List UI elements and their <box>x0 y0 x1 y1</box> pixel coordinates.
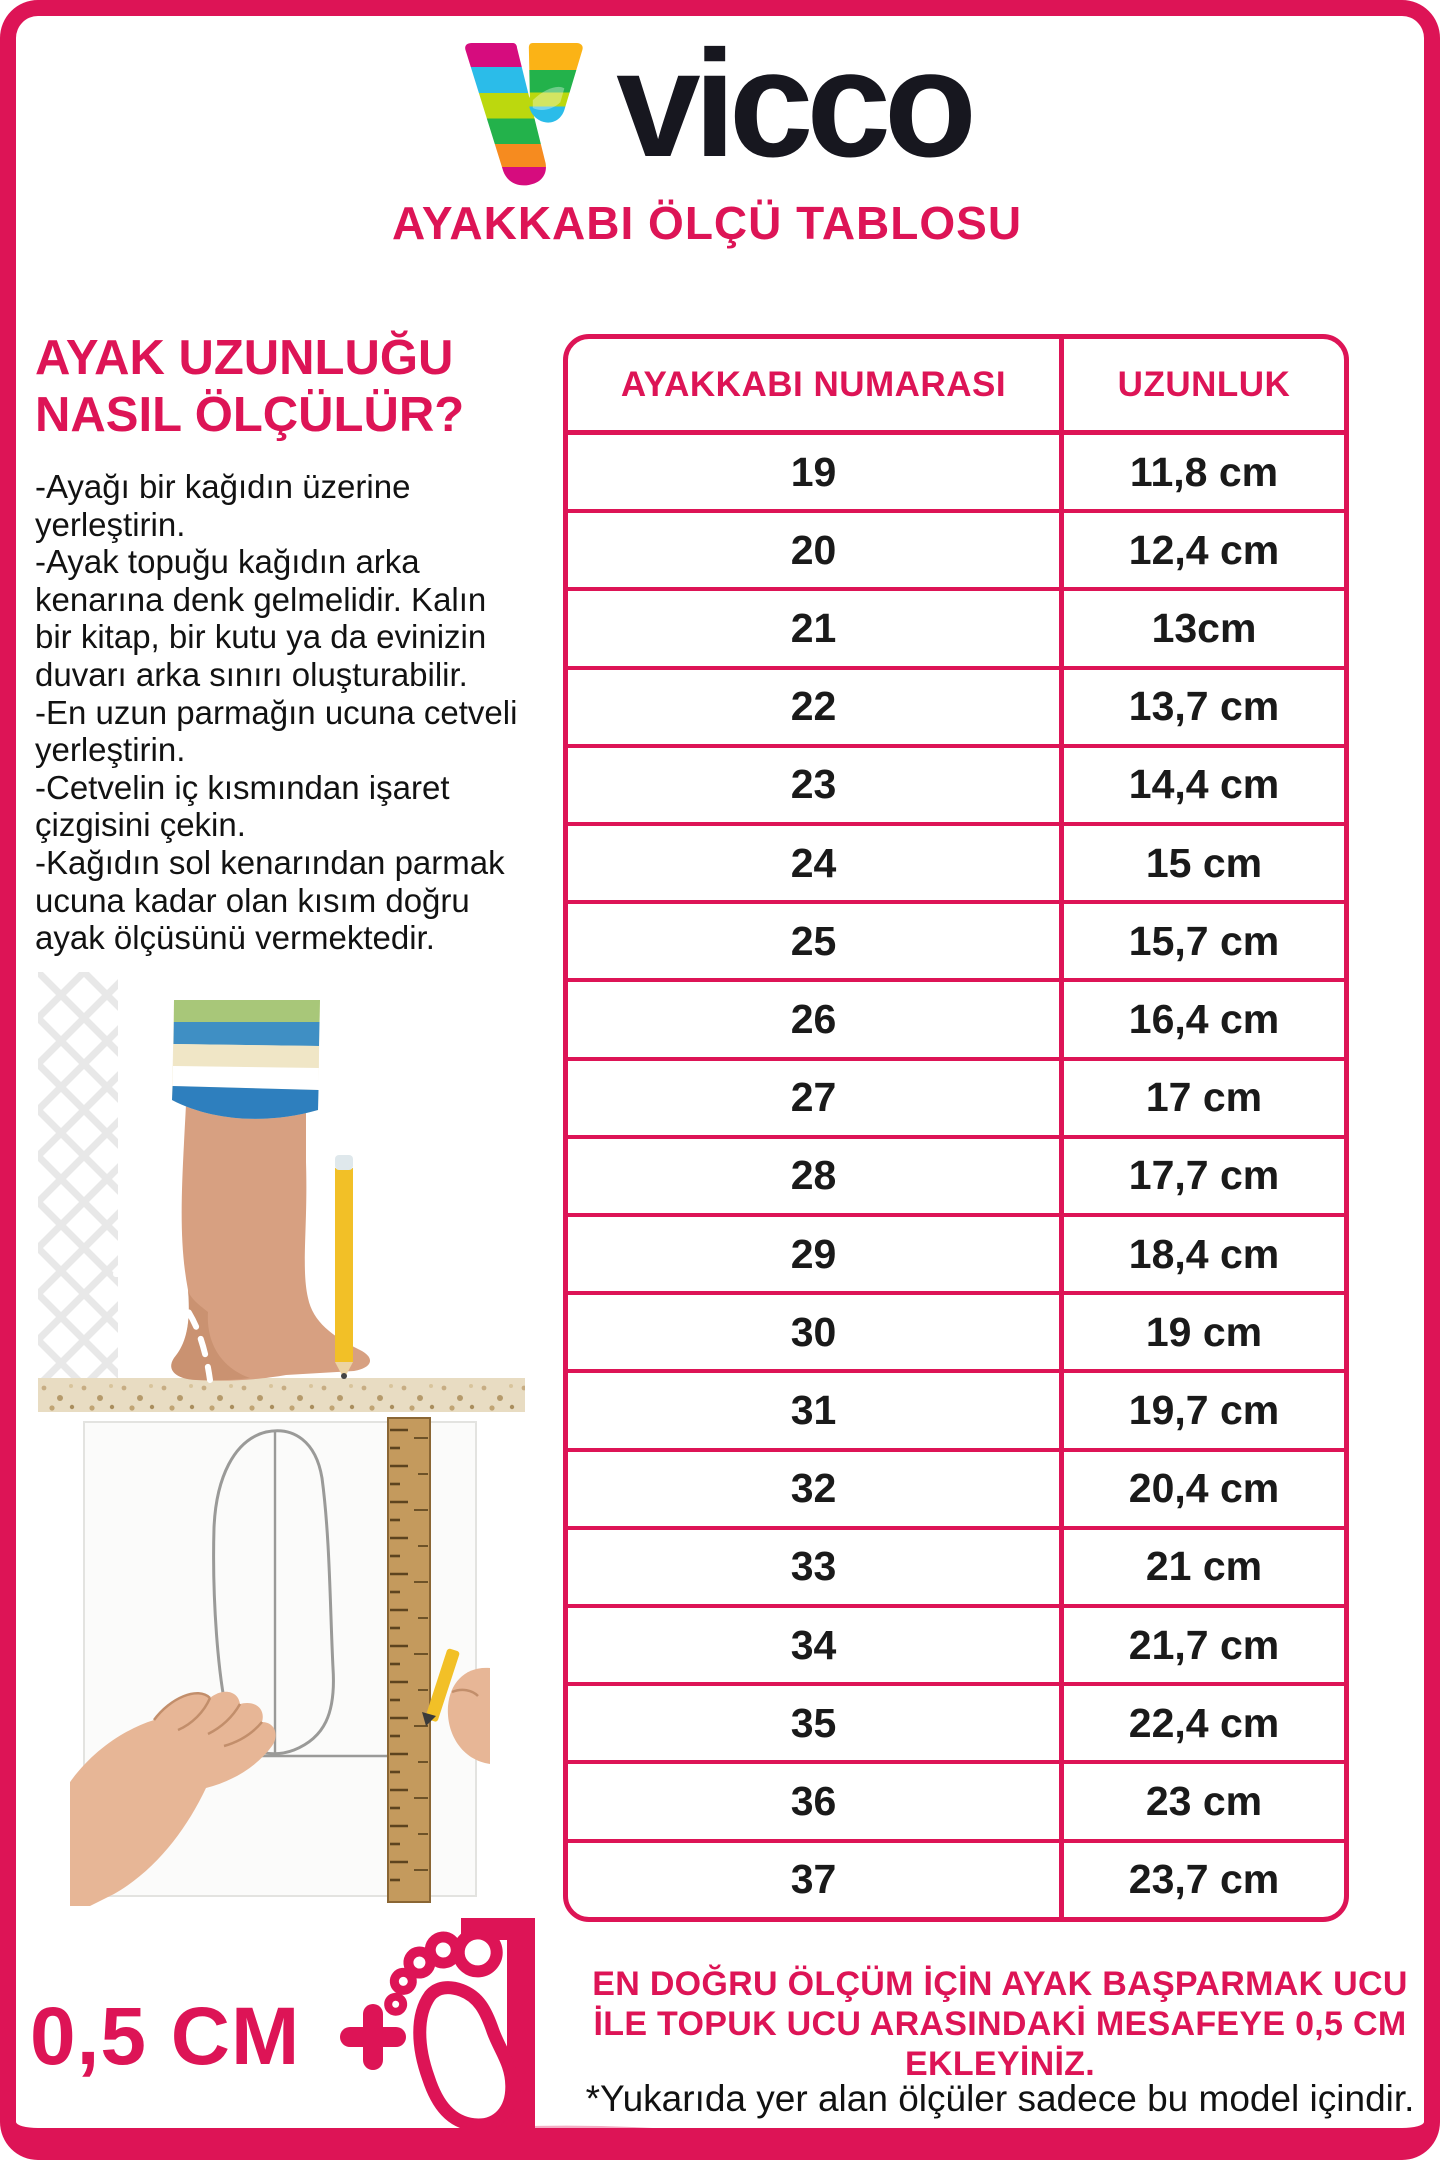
add-half-cm <box>30 1991 410 2082</box>
howto-heading <box>35 330 515 444</box>
length-cell: 19 cm <box>1145 1308 1263 1355</box>
table-row <box>568 1295 1344 1373</box>
size-cell: 23 <box>568 748 1064 822</box>
angle-label: 90° <box>120 1348 161 1378</box>
length-cell: 13,7 cm <box>1128 683 1280 730</box>
length-cell: 15 cm <box>1145 839 1263 886</box>
table-row <box>568 904 1344 982</box>
size-cell: 36 <box>568 1764 1064 1838</box>
size-cell: 25 <box>568 904 1064 978</box>
pencil <box>335 1155 353 1379</box>
size-cell: 26 <box>568 982 1064 1056</box>
table-row <box>568 513 1344 591</box>
note-line: EKLEYİNİZ. <box>904 2045 1096 2083</box>
page-title: AYAKKABI ÖLÇÜ TABLOSU <box>391 197 1023 249</box>
brand-wordmark: vicco <box>616 19 970 189</box>
howto-heading-line2: NASIL ÖLÇÜLÜR? <box>35 387 465 442</box>
instruction-item: -Kağıdın sol kenarından parmak ucuna kadar olan kısım doğru ayak ölçüsünü vermektedir. <box>35 843 505 957</box>
vicco-v-icon <box>450 37 588 187</box>
length-cell: 23,7 cm <box>1128 1856 1280 1903</box>
length-cell: 11,8 cm <box>1129 448 1279 495</box>
foot-tracing-photo <box>70 1416 490 1906</box>
table-row <box>568 748 1344 826</box>
table-row <box>568 1373 1344 1451</box>
table-row <box>568 1530 1344 1608</box>
size-cell: 30 <box>568 1295 1064 1369</box>
howto-heading-line1: AYAK UZUNLUĞU <box>35 331 454 385</box>
length-cell: 12,4 cm <box>1128 526 1280 573</box>
add-half-cm-label: 0,5 CM <box>30 1991 301 2082</box>
size-cell: 27 <box>568 1061 1064 1135</box>
size-table-header <box>568 339 1344 435</box>
size-cell: 29 <box>568 1217 1064 1291</box>
table-row <box>568 1843 1344 1917</box>
length-cell: 15,7 cm <box>1128 917 1280 964</box>
length-cell: 21,7 cm <box>1128 1621 1280 1668</box>
table-row <box>568 826 1344 904</box>
size-table <box>563 334 1349 1922</box>
model-disclaimer: *Yukarıda yer alan ölçüler sadece bu model içindir. <box>585 2078 1415 2119</box>
table-row <box>568 1139 1344 1217</box>
note-line: EN DOĞRU ÖLÇÜM İÇİN AYAK BAŞPARMAK UCU <box>592 1965 1408 2003</box>
length-cell: 14,4 cm <box>1128 761 1280 808</box>
size-cell: 20 <box>568 513 1064 587</box>
size-cell: 31 <box>568 1373 1064 1447</box>
table-row <box>568 1217 1344 1295</box>
table-row <box>568 1452 1344 1530</box>
leg-measurement-photo <box>38 972 525 1415</box>
table-row <box>568 670 1344 748</box>
length-cell: 23 cm <box>1145 1778 1263 1825</box>
foot-icon <box>383 1912 551 2140</box>
table-row <box>568 435 1344 513</box>
length-cell: 19,7 cm <box>1128 1387 1280 1434</box>
length-cell: 17,7 cm <box>1128 1152 1280 1199</box>
length-cell: 13cm <box>1151 605 1257 651</box>
length-cell: 22,4 cm <box>1128 1699 1280 1746</box>
size-cell: 21 <box>568 591 1064 665</box>
size-cell: 28 <box>568 1139 1064 1213</box>
size-cell: 33 <box>568 1530 1064 1604</box>
size-cell: 22 <box>568 670 1064 744</box>
size-cell: 34 <box>568 1608 1064 1682</box>
table-row <box>568 1686 1344 1764</box>
length-cell: 18,4 cm <box>1128 1230 1280 1277</box>
table-row <box>568 591 1344 669</box>
table-row <box>568 1608 1344 1686</box>
table-row <box>568 1061 1344 1139</box>
wooden-ruler <box>388 1418 430 1902</box>
length-cell: 20,4 cm <box>1128 1465 1280 1512</box>
table-row <box>568 1764 1344 1842</box>
col-header-size: AYAKKABI NUMARASI <box>568 339 1064 430</box>
size-cell: 24 <box>568 826 1064 900</box>
size-cell: 19 <box>568 435 1064 509</box>
size-cell: 37 <box>568 1843 1064 1917</box>
howto-instructions <box>35 468 527 957</box>
note-line: İLE TOPUK UCU ARASINDAKİ MESAFEYE 0,5 CM <box>593 2005 1407 2043</box>
col-header-length: UZUNLUK <box>1117 364 1291 404</box>
length-cell: 17 cm <box>1145 1074 1263 1121</box>
instruction-item: -En uzun parmağın ucuna cetveli yerleştirin. <box>35 693 518 769</box>
length-cell: 21 cm <box>1145 1543 1263 1590</box>
size-cell: 32 <box>568 1452 1064 1526</box>
instruction-item: -Ayak topuğu kağıdın arka kenarına denk gelmelidir. Kalın bir kitap, bir kutu ya da evinizin duvarı arka sınırı oluşturabilir. <box>35 543 487 693</box>
striped-shorts <box>172 1000 320 1119</box>
measurement-note <box>570 1964 1430 2084</box>
length-cell: 16,4 cm <box>1128 996 1280 1043</box>
brand-logo <box>0 19 1430 189</box>
instruction-item: -Cetvelin iç kısmından işaret çizgisini çekin. <box>35 768 450 844</box>
instruction-item: -Ayağı bir kağıdın üzerine yerleştirin. <box>35 468 411 543</box>
table-row <box>568 982 1344 1060</box>
size-cell: 35 <box>568 1686 1064 1760</box>
